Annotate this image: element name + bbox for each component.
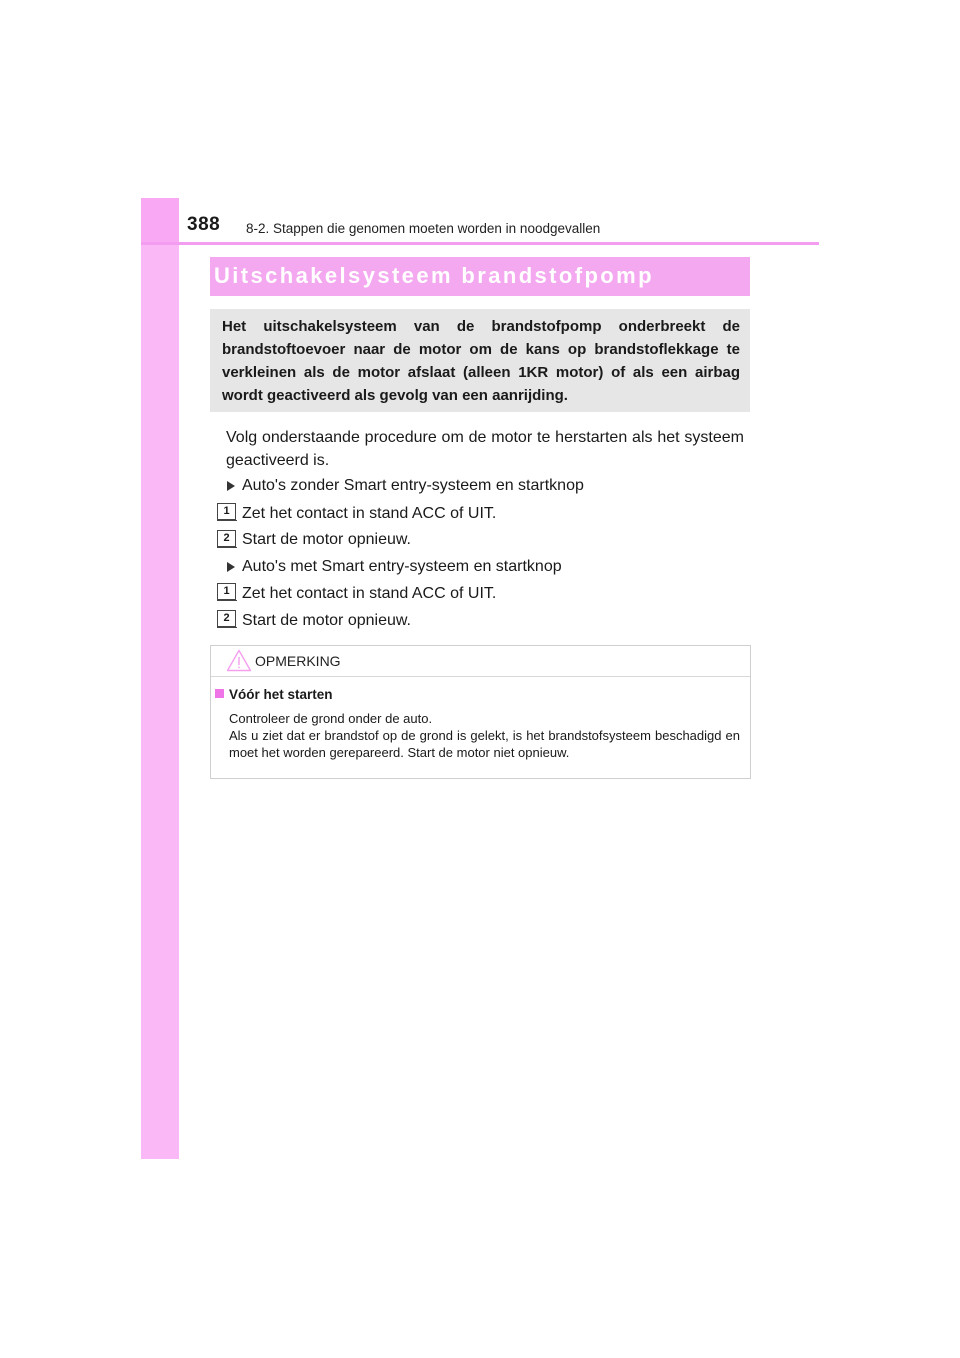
header-rule: [141, 242, 819, 245]
page-title: Uitschakelsysteem brandstofpomp: [214, 263, 654, 288]
step-text: Zet het contact in stand ACC of UIT.: [242, 505, 497, 522]
step-number-badge: 1: [217, 503, 236, 520]
notice-label: OPMERKING: [255, 653, 341, 669]
intro-box: [210, 309, 750, 412]
title-bar: [210, 257, 750, 296]
side-tab-strip: [141, 198, 179, 1159]
step-text: Start de motor opnieuw.: [242, 612, 411, 629]
notice-text: Controleer de grond onder de auto. Als u ziet dat er brandstof op de grond is gelekt, is het brandstofsysteem beschadigd en moet het worden gerepareerd. Start de motor niet opnieuw.: [229, 711, 740, 760]
intro-text: Het uitschakelsysteem van de brandstofpomp onderbreekt de brandstoftoevoer naar de motor om de kans op brandstoflekkage te verkleinen als de motor afslaat (alleen 1KR motor) of als een airbag wordt geactiveerd als gevolg van een aanrijding.: [222, 318, 740, 404]
step-number-badge: 1: [217, 583, 236, 600]
step-text: Zet het contact in stand ACC of UIT.: [242, 585, 497, 602]
section-title: 8-2. Stappen die genomen moeten worden in noodgevallen: [246, 221, 601, 236]
step-text: Start de motor opnieuw.: [242, 531, 411, 548]
body-paragraph: Volg onderstaande procedure om de motor te herstarten als het systeem geactiveerd is.: [226, 429, 744, 469]
step-underline: [217, 627, 237, 628]
group-heading: Auto's zonder Smart entry-systeem en startknop: [242, 477, 584, 494]
notice-box: [210, 645, 751, 779]
step-underline: [217, 600, 237, 601]
step-number-badge: 2: [217, 530, 236, 547]
square-bullet-icon: [215, 689, 224, 698]
notice-header: [211, 646, 750, 677]
warning-triangle-icon: [226, 649, 252, 672]
triangle-bullet-icon: [227, 562, 235, 572]
triangle-bullet-icon: [227, 481, 235, 491]
notice-subheading: Vóór het starten: [229, 687, 333, 702]
group-heading: Auto's met Smart entry-systeem en startknop: [242, 558, 562, 575]
step-underline: [217, 547, 237, 548]
step-underline: [217, 520, 237, 521]
page-number: 388: [187, 214, 221, 235]
step-number-badge: 2: [217, 610, 236, 627]
side-tab-header: [141, 198, 179, 242]
